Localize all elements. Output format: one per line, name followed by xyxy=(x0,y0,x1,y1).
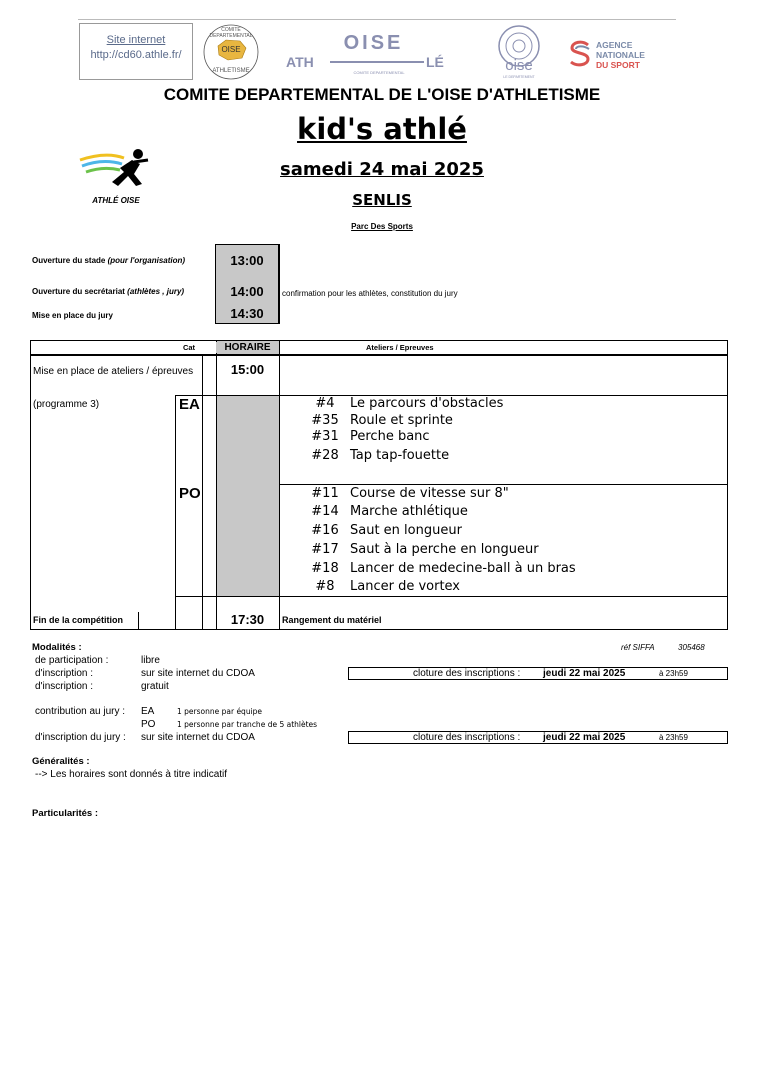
athle-logo-left: ATH xyxy=(286,54,314,70)
ans-line3: DU SPORT xyxy=(596,60,640,70)
particularites-heading: Particularités : xyxy=(32,808,98,819)
jury-po-note: 1 personne par tranche de 5 athlètes xyxy=(177,720,318,729)
activity-row: #28 Tap tap-fouette xyxy=(311,448,450,463)
jury-inscription-label: d'inscription du jury : xyxy=(35,732,126,743)
logo-caption: ATHLÉ OISE xyxy=(92,196,140,205)
secretariat-note: confirmation pour les athlètes, constitution du jury xyxy=(282,289,458,298)
ans-s-icon xyxy=(568,40,592,68)
inscription-value: sur site internet du CDOA xyxy=(141,668,255,679)
end-note: Rangement du matériel xyxy=(282,615,382,625)
cat-po: PO xyxy=(179,485,201,502)
comite-logo-bottom: ATHLETISME xyxy=(212,68,250,74)
jury-po: PO xyxy=(141,719,156,730)
comite-logo-center: OISE xyxy=(221,45,241,54)
end-label: Fin de la compétition xyxy=(33,615,124,625)
jury-ea: EA xyxy=(141,706,155,717)
cloture-jury-label: cloture des inscriptions : xyxy=(413,732,521,743)
site-url[interactable]: http://cd60.athle.fr/ xyxy=(90,49,182,61)
athle-oise-runner-logo xyxy=(78,146,154,206)
jury-inscription-value: sur site internet du CDOA xyxy=(141,732,255,743)
secretariat-opening-label: Ouverture du secrétariat (athlètes , jury) xyxy=(32,287,185,296)
athle-logo-bar xyxy=(330,61,424,63)
cloture-jury-box xyxy=(348,731,728,744)
site-internet-link[interactable] xyxy=(79,23,193,80)
cloture-label: cloture des inscriptions : xyxy=(413,668,521,679)
modalites-heading: Modalités : xyxy=(32,642,82,653)
inscription-cost-value: gratuit xyxy=(141,681,169,692)
col-horaire-header: HORAIRE xyxy=(216,342,279,353)
activity-row: #16 Saut en longueur xyxy=(311,523,462,538)
page-title: COMITE DEPARTEMENTAL DE L'OISE D'ATHLETISME xyxy=(163,85,601,104)
stade-opening-label: Ouverture du stade (pour l'organisation) xyxy=(32,256,186,265)
stade-opening-time: 13:00 xyxy=(230,253,264,268)
cloture-jury-time: à 23h59 xyxy=(659,733,688,742)
generalites-text: --> Les horaires sont donnés à titre indicatif xyxy=(35,769,228,780)
runner-icon xyxy=(78,146,154,196)
setup-label: Mise en place de ateliers / épreuves xyxy=(33,366,194,377)
activity-row: #4 Le parcours d'obstacles xyxy=(315,396,504,411)
event-city: SENLIS xyxy=(352,191,412,209)
comite-logo-text: COMITE DEPARTEMENTAL xyxy=(209,27,253,39)
participation-label: de participation : xyxy=(35,655,109,666)
athle-oise-logo xyxy=(286,30,456,80)
jury-ea-note: 1 personne par équipe xyxy=(177,707,263,716)
ans-line1: AGENCE xyxy=(596,40,633,50)
oise-departement-logo xyxy=(490,22,548,80)
activity-row: #8 Lancer de vortex xyxy=(315,579,461,594)
participation-value: libre xyxy=(141,655,160,666)
col-ateliers-header: Ateliers / Epreuves xyxy=(366,343,434,352)
ref-siffa-label: réf SIFFA xyxy=(621,643,655,652)
activity-row: #31 Perche banc xyxy=(311,429,430,444)
cat-ea: EA xyxy=(179,396,200,413)
cloture-jury-date: jeudi 22 mai 2025 xyxy=(543,732,626,743)
inscription-label: d'inscription : xyxy=(35,668,94,679)
activity-row: #14 Marche athlétique xyxy=(311,504,468,519)
ans-line2: NATIONALE xyxy=(596,50,645,60)
cloture-time: à 23h59 xyxy=(659,669,688,678)
event-title: kid's athlé xyxy=(297,112,467,146)
header-banner xyxy=(78,19,676,83)
athle-logo-right: LÉ xyxy=(426,54,444,70)
jury-setup-label: Mise en place du jury xyxy=(32,311,113,320)
activity-row: #35 Roule et sprinte xyxy=(311,413,453,428)
setup-time: 15:00 xyxy=(230,362,265,377)
inscription-cost-label: d'inscription : xyxy=(35,681,94,692)
activity-row: #11 Course de vitesse sur 8" xyxy=(311,486,509,501)
activity-row: #18 Lancer de medecine-ball à un bras xyxy=(311,561,576,576)
comite-oise-logo xyxy=(200,22,262,82)
athle-logo-top: OISE xyxy=(343,32,404,54)
event-venue: Parc Des Sports xyxy=(351,222,413,231)
end-time: 17:30 xyxy=(230,612,265,627)
ans-logo xyxy=(568,38,668,72)
oise-logo-sub: LE DEPARTEMENT xyxy=(503,75,535,79)
jury-contribution-label: contribution au jury : xyxy=(35,706,126,717)
activity-row: #17 Saut à la perche en longueur xyxy=(311,542,539,557)
programme-label: (programme 3) xyxy=(33,399,100,410)
event-date: samedi 24 mai 2025 xyxy=(280,159,484,180)
site-label: Site internet xyxy=(106,34,166,46)
jury-setup-time: 14:30 xyxy=(230,306,264,321)
col-cat-header: Cat xyxy=(182,343,196,352)
oise-logo-text: oise xyxy=(505,57,533,74)
athle-logo-sub: COMITE DEPARTEMENTAL xyxy=(353,70,405,75)
ref-siffa-value: 305468 xyxy=(678,643,705,652)
cloture-date: jeudi 22 mai 2025 xyxy=(543,668,626,679)
generalites-heading: Généralités : xyxy=(32,756,90,767)
cloture-box xyxy=(348,667,728,680)
secretariat-opening-time: 14:00 xyxy=(230,284,264,299)
